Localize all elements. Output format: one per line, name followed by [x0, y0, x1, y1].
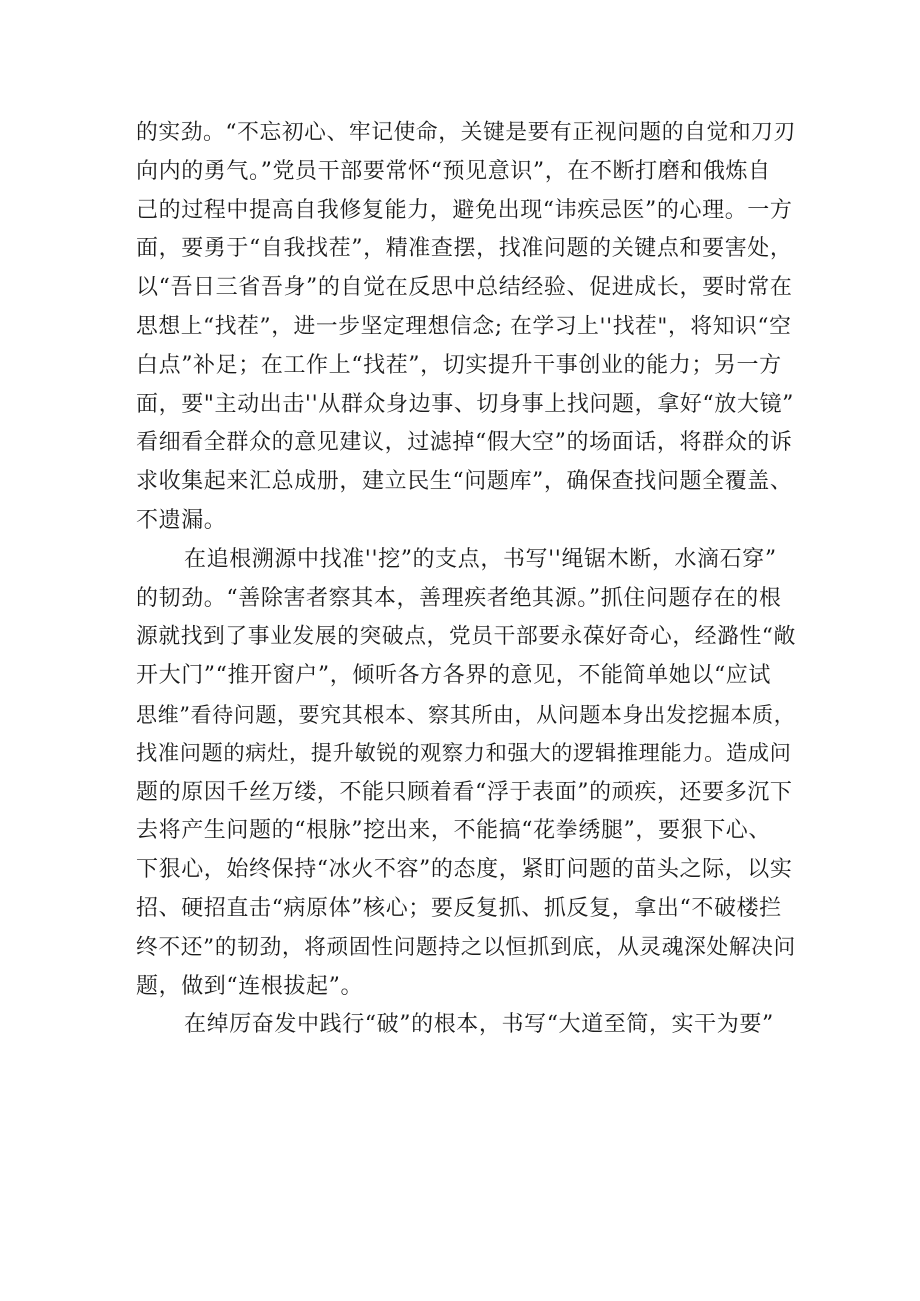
text-line: 招、硬招直击“病原体”核心；要反复抓、抓反复，拿出“不破楼拦: [136, 895, 782, 921]
text-line: 面，要"主动出击''从群众身边事、切身事上找问题，拿好“放大镜”: [136, 391, 794, 417]
text-line: 开大门”“推开窗户”，倾听各方各界的意见，不能简单她以“应试: [136, 663, 771, 689]
text-line: 下狠心，始终保持“冰火不容”的态度，紧盯问题的苗头之际，以实: [136, 857, 793, 883]
text-line: 己的过程中提高自我修复能力，避免出现“讳疾忌医”的心理。一方: [136, 197, 793, 223]
text-line: 思想上“找茬”，进一步坚定理想信念; 在学习上''找茬"，将知识“空: [136, 313, 792, 339]
text-line: 在绰厉奋发中践行“破”的根本，书写“大道至简，实干为要”: [184, 1012, 774, 1038]
text-line: 面，要勇于“自我找茬”，精准查摆，找准问题的关键点和要害处，: [136, 236, 793, 262]
text-line: 白点”补足；在工作上“找茬”，切实提升干事创业的能力；另一方: [136, 352, 782, 378]
text-line: 终不还”的韧劲，将顽固性问题持之以恒抓到底，从灵魂深处解决问: [136, 934, 796, 960]
body-text: [136, 114, 796, 1045]
text-line: 题的原因千丝万缕，不能只顾着看“浮于表面”的顽疾，还要多沉下: [136, 779, 793, 805]
paragraph-1: [136, 114, 796, 541]
text-line: 源就找到了事业发展的突破点，党员干部要永葆好奇心，经潞性“敞: [136, 624, 796, 650]
paragraph-3: [136, 1006, 796, 1045]
paragraph-2: [136, 541, 796, 1007]
text-line: 的韧劲。“善除害者察其本，善理疾者绝其源。”抓住问题存在的根: [136, 585, 782, 611]
text-line: 思维”看待问题，要究其根本、察其所由，从问题本身出发挖掘本质，: [136, 702, 796, 727]
text-line: 看细看全群众的意见建议，过滤掉“假大空”的场面话，将群众的诉: [136, 430, 793, 456]
text-line: 去将产生问题的“根脉”挖出来，不能搞“花拳绣腿”，要狠下心、: [136, 818, 771, 844]
text-line: 找准问题的病灶，提升敏锐的观察力和强大的逻辑推理能力。造成问: [136, 740, 792, 766]
text-line: 题，做到“连根拔起”。: [136, 973, 364, 999]
text-line: 不遗漏。: [136, 507, 227, 533]
text-line: 以“吾日三省吾身”的自觉在反思中总结经验、促进成长，要时常在: [136, 275, 793, 301]
text-line: 向内的勇气。”党员干部要常怀“预见意识”，在不断打磨和俄炼自: [136, 158, 771, 184]
text-line: 在追根溯源中找准''挖”的支点，书写''绳锯木断，水滴石穿”: [184, 546, 777, 572]
text-line: 求收集起来汇总成册，建立民生“问题库”，确保查找问题全覆盖、: [136, 469, 793, 495]
text-line: 的实劲。“不忘初心、牢记使命，关键是要有正视问题的自觉和刀刃: [136, 120, 796, 145]
